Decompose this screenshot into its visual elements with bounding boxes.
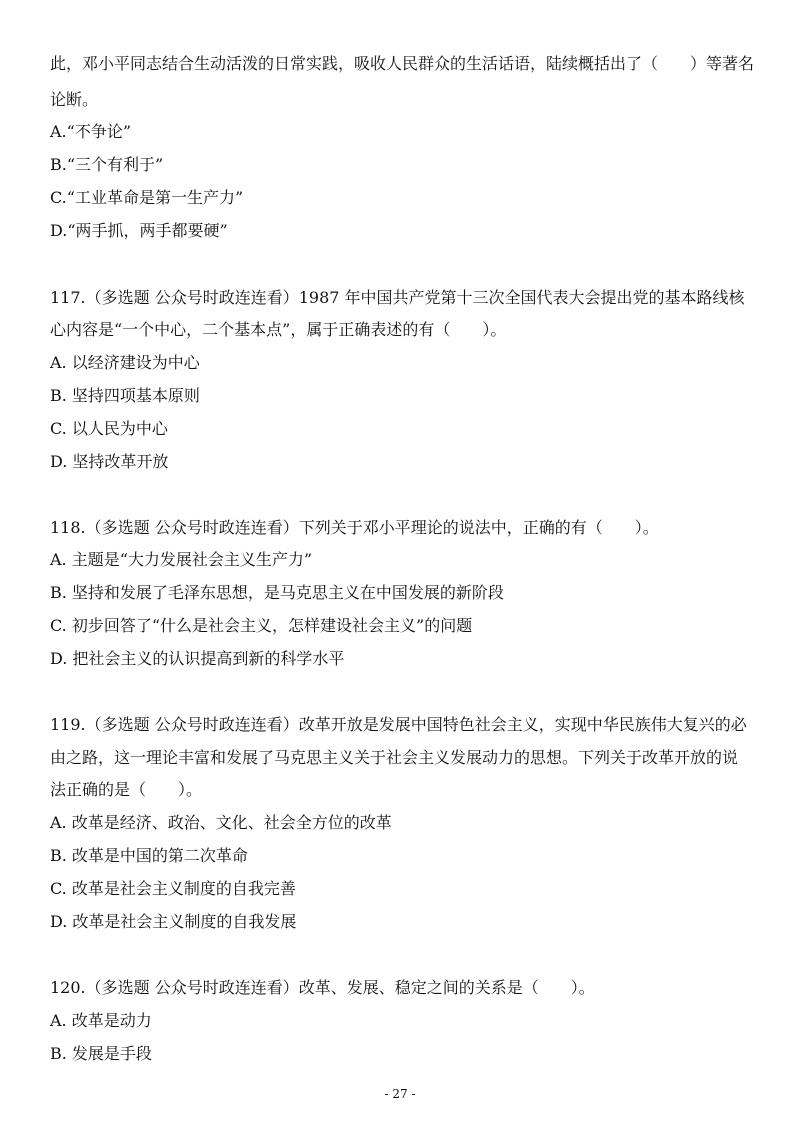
question-119-option-b: B. 改革是中国的第二次革命 [50, 846, 248, 865]
question-117-stem-line-1: 117.（多选题 公众号时政连连看）1987 年中国共产党第十三次全国代表大会提出党的基本路线核 [50, 288, 745, 307]
intro-stem-line-1: 此，邓小平同志结合生动活泼的日常实践，吸收人民群众的生活话语，陆续概括出了（ ）等著名 [50, 54, 755, 73]
question-120-option-b: B. 发展是手段 [50, 1044, 152, 1063]
page-number: - 27 - [384, 1087, 416, 1101]
intro-stem-line-2: 论断。 [50, 90, 99, 109]
question-118-option-b: B. 坚持和发展了毛泽东思想，是马克思主义在中国发展的新阶段 [50, 583, 504, 602]
question-119-stem-line-3: 法正确的是（ ）。 [50, 780, 203, 799]
question-117-option-d: D. 坚持改革开放 [50, 452, 169, 471]
question-119-option-a: A. 改革是经济、政治、文化、社会全方位的改革 [50, 813, 392, 832]
question-118-stem-line-1: 118.（多选题 公众号时政连连看）下列关于邓小平理论的说法中，正确的有（ ）。 [50, 518, 659, 537]
intro-option-c: C.“工业革命是第一生产力” [50, 188, 244, 207]
question-120-stem-line-1: 120.（多选题 公众号时政连连看）改革、发展、稳定之间的关系是（ ）。 [50, 978, 595, 997]
question-118-option-d: D. 把社会主义的认识提高到新的科学水平 [50, 649, 345, 668]
question-120-option-a: A. 改革是动力 [50, 1011, 152, 1030]
question-117-option-b: B. 坚持四项基本原则 [50, 386, 200, 405]
question-119-stem-line-1: 119.（多选题 公众号时政连连看）改革开放是发展中国特色社会主义，实现中华民族伟大复兴的必 [50, 715, 747, 734]
question-119-option-d: D. 改革是社会主义制度的自我发展 [50, 912, 297, 931]
intro-option-b: B.“三个有利于” [50, 155, 164, 174]
question-117-stem-line-2: 心内容是“一个中心，二个基本点”，属于正确表述的有（ ）。 [50, 320, 507, 339]
intro-option-a: A.“不争论” [50, 122, 132, 141]
question-117-option-a: A. 以经济建设为中心 [50, 353, 200, 372]
question-117-option-c: C. 以人民为中心 [50, 419, 168, 438]
question-118-option-c: C. 初步回答了“什么是社会主义，怎样建设社会主义”的问题 [50, 616, 473, 635]
question-119-option-c: C. 改革是社会主义制度的自我完善 [50, 879, 296, 898]
question-118-option-a: A. 主题是“大力发展社会主义生产力” [50, 550, 313, 569]
question-119-stem-line-2: 由之路，这一理论丰富和发展了马克思主义关于社会主义发展动力的思想。下列关于改革开放的说 [50, 748, 739, 767]
intro-option-d: D.“两手抓，两手都要硬” [50, 221, 228, 240]
